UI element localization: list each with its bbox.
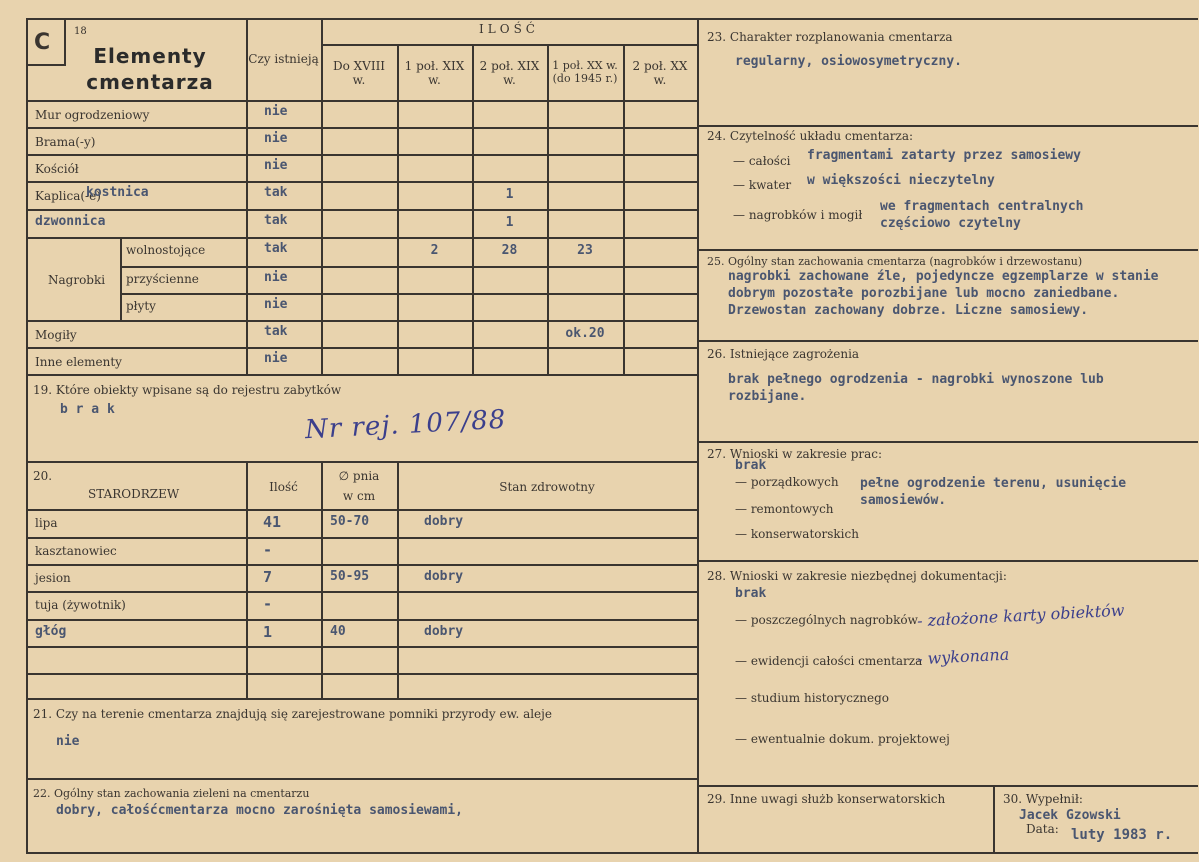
title-line1: Elementy [93,44,207,68]
row-rule [120,293,697,295]
s29-label: 29. Inne uwagi służb konserwatorskich [707,792,946,806]
s26-label: 26. Istniejące zagrożenia [707,347,860,361]
s19-label: 19. Które obiekty wpisane są do rejestru zabytków [33,383,342,397]
s24-kwater-label: — kwater [733,178,792,192]
c-box-rule [64,18,66,66]
header-period: 2 poł. XIX w. [479,59,540,87]
tree-name: tuja (żywotnik) [35,598,126,612]
top-rule [26,18,697,20]
nagrobki-group-label: Nagrobki [48,273,106,287]
right-section-rule [699,785,1198,787]
element-label: Kaplica(-e) [35,189,101,203]
s28-brak: brak [735,586,767,601]
row-rule [26,127,697,129]
row-rule [120,266,697,268]
element-exists: nie [264,104,288,119]
s22-top-rule [26,778,697,780]
element-exists: nie [264,297,288,312]
s24-kwater-value: w większości nieczytelny [807,173,995,188]
s27-porz-label: — porządkowych [735,475,839,489]
header-ilosc: ILOŚĆ [479,22,539,36]
element-count: ok.20 [565,326,605,341]
header-period: 1 poł. XX w. (do 1945 r.) [552,59,618,85]
s24-nagrobkow-value1: we fragmentach centralnych [880,199,1084,214]
section-letter: C [34,30,51,55]
s24-nagrobkow-label: — nagrobków i mogił [733,208,863,222]
top-rule-right [699,18,1198,20]
s20-row-rule [26,537,697,539]
element-label: Inne elementy [35,355,122,369]
tree-health: dobry [424,569,464,584]
s23-label: 23. Charakter rozplanowania cmentarza [707,30,953,44]
element-count: 28 [501,243,518,258]
s28-projekt-label: — ewentualnie dokum. projektowej [735,732,950,746]
page-number: 18 [74,26,87,37]
tree-name: głóg [35,624,67,639]
s20-row-rule [26,619,697,621]
bottom-rule [26,852,697,854]
tree-health: dobry [424,514,464,529]
tree-count: 41 [263,513,282,531]
s20-row-rule [26,673,697,675]
s20-header-starodrzew: STARODRZEW [88,487,180,501]
tree-name: lipa [35,516,58,530]
s20-header-ilosc: Ilość [269,480,298,494]
element-label: przyścienne [126,272,199,286]
tree-count: 1 [263,623,273,641]
s24-nagrobkow-value2: częściowo czytelny [880,216,1021,231]
row-rule [26,237,697,239]
s21-label: 21. Czy na terenie cmentarza znajdują się zarejestrowane pomniki przyrody ew. aleje [33,707,552,721]
s24-calosci-value: fragmentami zatarty przez samosiewy [807,148,1081,163]
c-box-rule [26,64,64,66]
nagrobki-sub-col [120,237,122,320]
header-period: 2 poł. XX w. [632,59,688,87]
s27-porz-value: pełne ogrodzenie terenu, usunięcie samosiewów. [860,476,1127,508]
element-exists: tak [264,213,288,228]
s20-col [246,461,248,698]
s22-value: dobry, całośćcmentarza mocno zarośnięta samosiewami, [56,803,463,818]
header-period: 1 poł. XIX w. [404,59,465,87]
row-rule [26,374,697,376]
element-overlay: kostnica [86,185,149,200]
s20-label: 20. [33,469,53,483]
right-section-rule [699,125,1198,127]
element-label: płyty [126,299,156,313]
s20-top-rule [26,461,697,463]
s28-label: 28. Wnioski w zakresie niezbędnej dokumentacji: [707,569,1007,583]
s20-row-rule [26,646,697,648]
tree-diameter: 50-70 [330,514,370,529]
tree-name: jesion [35,571,71,585]
element-exists: nie [264,158,288,173]
element-label: Brama(-y) [35,135,96,149]
ilosc-rule [321,44,697,46]
s20-col [397,461,399,698]
s28-ewid-value: - wykonana [916,644,1010,669]
s20-row-rule [26,698,697,700]
tree-diameter: 40 [330,624,346,639]
right-section-rule [699,249,1198,251]
s25-value: nagrobki zachowane źle, pojedyncze egzemplarze w stanie dobrym pozostałe porozbijane lub mocno zaniedbane. Drzewostan zachowany dobrze. Liczne samosiewy. [728,269,1159,318]
right-section-rule [699,560,1198,562]
row-rule [26,154,697,156]
element-exists: nie [264,270,288,285]
s20-header-cm: w cm [342,489,376,503]
tree-name: kasztanowiec [35,544,117,558]
s20-row-rule [26,591,697,593]
s22-label: 22. Ogólny stan zachowania zieleni na cmentarzu [33,787,310,800]
s30-label: 30. Wypełnił: [1003,792,1083,806]
right-section-rule [699,340,1198,342]
element-label: Kościół [35,162,79,176]
element-label: wolnostojące [126,243,206,257]
element-label: Mur ogrodzeniowy [35,108,150,122]
s24-calosci-label: — całości [733,154,791,168]
element-exists: nie [264,131,288,146]
row-rule [26,320,697,322]
s26-value: brak pełnego ogrodzenia - nagrobki wynoszone lub rozbijane. [728,372,1104,404]
s28-studium-label: — studium historycznego [735,691,890,705]
element-count: 1 [505,215,514,230]
element-exists: tak [264,241,288,256]
right-section-rule [699,441,1198,443]
element-label: dzwonnica [35,214,106,229]
column-divider [697,18,699,854]
header-czy-istnieje: Czy istnieją [248,52,319,66]
row-rule [26,347,697,349]
s27-label: 27. Wnioski w zakresie prac: [707,447,883,461]
s19-value: b r a k [60,402,115,417]
left-border [26,18,28,854]
element-count: 1 [505,187,514,202]
s27-remont-label: — remontowych [735,502,834,516]
header-bottom-rule [26,100,697,102]
s28-nagrobki-label: — poszczególnych nagrobków [735,613,918,627]
tree-count: - [263,541,273,559]
s27-konserw-label: — konserwatorskich [735,527,859,541]
s20-header-diameter: ∅ pnia [338,469,380,483]
element-exists: tak [264,324,288,339]
header-period: Do XVIII w. [332,59,386,87]
s23-value: regularny, osiowosymetryczny. [735,54,962,69]
element-exists: nie [264,351,288,366]
row-rule [26,209,697,211]
row-rule [26,181,697,183]
element-count: 23 [577,243,593,258]
s28-nagrobki-value: - założone karty obiektów [916,600,1125,631]
element-exists: tak [264,185,288,200]
s30-date: luty 1983 r. [1071,827,1173,843]
s19-handwritten: Nr rej. 107/88 [304,404,507,446]
s25-label: 25. Ogólny stan zachowania cmentarza (nagrobków i drzewostanu) [707,255,1083,268]
s20-row-rule [26,564,697,566]
s29-s30-divider [993,785,995,854]
element-count: 2 [430,243,439,258]
element-label: Mogiły [35,328,77,342]
s20-row-rule [26,509,697,511]
tree-health: dobry [424,624,464,639]
s30-name: Jacek Gzowski [1019,808,1121,823]
s21-value: nie [56,734,80,749]
tree-diameter: 50-95 [330,569,370,584]
tree-count: - [263,595,273,613]
s30-date-label: Data: [1026,822,1059,836]
s28-ewid-label: — ewidencji całości cmentarza [735,654,923,668]
bottom-rule-right [699,852,1198,854]
tree-count: 7 [263,568,273,586]
s24-label: 24. Czytelność układu cmentarza: [707,129,914,143]
s20-header-health: Stan zdrowotny [499,480,595,494]
s27-brak: brak [735,458,767,473]
title-line2: cmentarza [86,70,214,94]
